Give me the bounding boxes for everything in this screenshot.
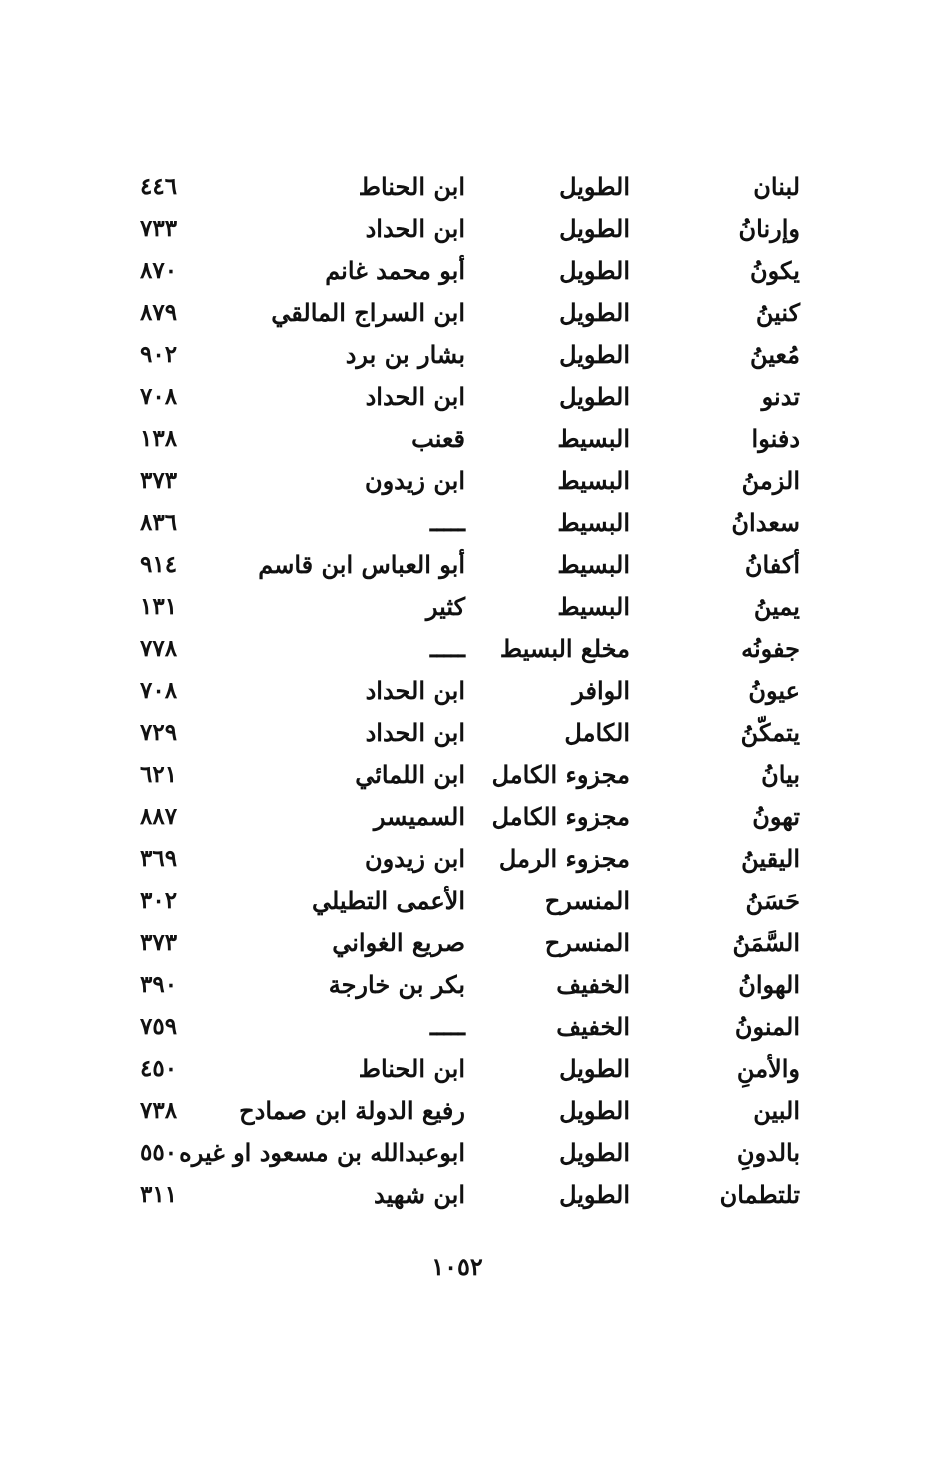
page-reference: ٣٧٣ — [140, 467, 178, 494]
rhyme-word: بيانُ — [761, 760, 800, 789]
table-row — [130, 628, 800, 670]
rhyme-word: حَسَنُ — [745, 886, 800, 915]
rhyme-word: جفونُه — [741, 634, 800, 663]
rhyme-word: تلتطمان — [719, 1180, 800, 1209]
page-reference: ٤٥٠ — [140, 1055, 178, 1082]
table-row — [130, 586, 800, 628]
rhyme-word: لبنان — [753, 172, 800, 201]
table-row — [130, 670, 800, 712]
table-row — [130, 880, 800, 922]
rhyme-word: الهوانُ — [738, 970, 800, 999]
rhyme-word: اليقينُ — [741, 844, 800, 873]
rhyme-word: المنونُ — [734, 1012, 800, 1041]
page-reference: ٧٣٣ — [140, 215, 178, 242]
meter: الخفيف — [556, 970, 630, 999]
page-reference: ١٣١ — [140, 593, 178, 620]
table-row — [130, 964, 800, 1006]
rhyme-word: والأمنِ — [736, 1054, 800, 1083]
table-row — [130, 796, 800, 838]
page-reference: ٧٥٩ — [140, 1013, 178, 1040]
page-reference: ٨٣٦ — [140, 509, 178, 536]
table-row — [130, 712, 800, 754]
poet: أبو محمد غانم — [325, 256, 465, 285]
meter: المنسرح — [544, 886, 630, 915]
meter: الطويل — [559, 1138, 630, 1167]
poet: ابن السراج المالقي — [271, 298, 465, 327]
meter: البسيط — [557, 550, 630, 579]
poet: ـــــ — [429, 634, 465, 663]
page-reference: ٣٦٩ — [140, 845, 178, 872]
table-row — [130, 334, 800, 376]
rhyme-word: كنينُ — [755, 298, 800, 327]
page-reference: ٨٨٧ — [140, 803, 178, 830]
meter: مجزوء الرمل — [498, 844, 630, 873]
table-row — [130, 460, 800, 502]
page-reference: ٨٧٩ — [140, 299, 178, 326]
table-row — [130, 1174, 800, 1216]
meter: البسيط — [557, 424, 630, 453]
meter: الطويل — [559, 172, 630, 201]
page-reference: ٩١٤ — [140, 551, 178, 578]
rhyme-word: يمينُ — [753, 592, 800, 621]
meter: البسيط — [557, 508, 630, 537]
poet: قعنب — [411, 424, 465, 453]
meter: الكامل — [564, 718, 630, 747]
page-reference: ٣٠٢ — [140, 887, 178, 914]
table-row — [130, 754, 800, 796]
meter: الطويل — [559, 1180, 630, 1209]
meter: الخفيف — [556, 1012, 630, 1041]
poet: ابن الحداد — [365, 676, 465, 705]
poet: ابن شهيد — [374, 1180, 465, 1209]
meter: البسيط — [557, 466, 630, 495]
table-row — [130, 418, 800, 460]
meter: مخلع البسيط — [499, 634, 630, 663]
page-reference: ٧٠٨ — [140, 677, 178, 704]
page-reference: ١٣٨ — [140, 425, 178, 452]
poet: ابن الحناط — [358, 172, 465, 201]
rhyme-word: يكونُ — [750, 256, 800, 285]
page-reference: ٩٠٢ — [140, 341, 178, 368]
poet: بكر بن خارجة — [328, 970, 465, 999]
page-reference: ٦٢١ — [140, 761, 178, 788]
table-row — [130, 1006, 800, 1048]
page-reference: ٧٧٨ — [140, 635, 178, 662]
table-row — [130, 502, 800, 544]
poet: بشار بن برد — [345, 340, 465, 369]
page-reference: ٤٤٦ — [140, 173, 178, 200]
page-reference: ٧٢٩ — [140, 719, 178, 746]
rhyme-word: سعدانُ — [731, 508, 800, 537]
table-row — [130, 1090, 800, 1132]
poet: ابن الحداد — [365, 382, 465, 411]
table-row — [130, 166, 800, 208]
poet: ابن زيدون — [364, 466, 465, 495]
rhyme-word: مُعينُ — [750, 340, 800, 369]
table-row — [130, 376, 800, 418]
meter: الوافر — [572, 676, 630, 705]
rhyme-word: دفنوا — [751, 424, 800, 453]
meter: الطويل — [559, 1054, 630, 1083]
page-reference: ٣٩٠ — [140, 971, 178, 998]
poet: الأعمى التطيلي — [311, 886, 465, 915]
table-row — [130, 292, 800, 334]
rhyme-word: الزمنُ — [741, 466, 800, 495]
meter: الطويل — [559, 340, 630, 369]
table-row — [130, 208, 800, 250]
meter: مجزوء الكامل — [491, 802, 630, 831]
poet: صريع الغواني — [332, 928, 465, 957]
meter: الطويل — [559, 298, 630, 327]
rhyme-word: بالدونِ — [736, 1138, 800, 1167]
meter: البسيط — [557, 592, 630, 621]
page-number: ١٠٥٢ — [431, 1252, 483, 1281]
rhyme-word: وإرنانُ — [738, 214, 800, 243]
rhyme-word: البين — [753, 1096, 800, 1125]
poet: ابن الحداد — [365, 214, 465, 243]
poet: ـــــ — [429, 1012, 465, 1041]
meter: الطويل — [559, 256, 630, 285]
rhyme-word: عيونُ — [748, 676, 800, 705]
meter: الطويل — [559, 382, 630, 411]
meter: المنسرح — [544, 928, 630, 957]
meter: الطويل — [559, 214, 630, 243]
table-row — [130, 250, 800, 292]
poet: ـــــ — [429, 508, 465, 537]
page-reference: ٧٣٨ — [140, 1097, 178, 1124]
poet: رفيع الدولة ابن صمادح — [239, 1096, 465, 1125]
poet: ابن الحناط — [358, 1054, 465, 1083]
page-reference: ٥٥٠ — [140, 1139, 178, 1166]
rhyme-word: تهونُ — [752, 802, 800, 831]
rhyme-word: أكفانُ — [744, 550, 800, 579]
meter: مجزوء الكامل — [491, 760, 630, 789]
poet: ابن اللمائي — [355, 760, 465, 789]
poet: كثير — [425, 592, 465, 621]
rhyme-word: يتمكّنُ — [740, 718, 800, 747]
table-row — [130, 838, 800, 880]
rhyme-index-table — [130, 166, 800, 1216]
meter: الطويل — [559, 1096, 630, 1125]
poet: أبو العباس ابن قاسم — [258, 550, 465, 579]
poet: ابوعبدالله بن مسعود او غيره — [179, 1138, 465, 1167]
poet: السميسر — [373, 802, 465, 831]
page-reference: ٣٧٣ — [140, 929, 178, 956]
page-reference: ٨٧٠ — [140, 257, 178, 284]
table-row — [130, 544, 800, 586]
page-reference: ٣١١ — [140, 1181, 178, 1208]
rhyme-word: تدنو — [761, 382, 800, 411]
table-row — [130, 1048, 800, 1090]
table-row — [130, 922, 800, 964]
page-reference: ٧٠٨ — [140, 383, 178, 410]
poet: ابن زيدون — [364, 844, 465, 873]
poet: ابن الحداد — [365, 718, 465, 747]
table-row — [130, 1132, 800, 1174]
rhyme-word: السَّمَنُ — [732, 928, 800, 957]
